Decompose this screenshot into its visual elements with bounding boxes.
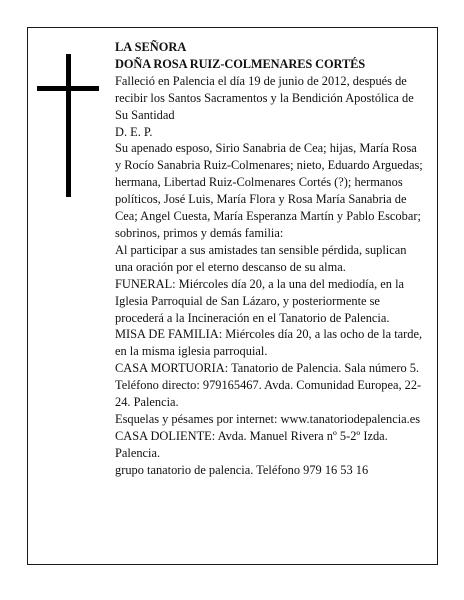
family-list: Su apenado esposo, Sirio Sanabria de Cea; hijas, María Rosa y Rocío Sanabria Ruiz-Colmenares; nieto, Eduardo Arguedas; hermana, Libertad Ruiz-Colmenares Cortés (?); hermanos políticos, José Luis, María Flora y Rosa María Sanabria de Cea; Angel Cuesta, María Esperanza Martín y Pablo Escobar; sobrinos, primos y demás familia: <box>115 141 423 240</box>
cross-vertical-bar <box>66 54 71 197</box>
funeral-home-contact: grupo tanatorio de palencia. Teléfono 979 16 53 16 <box>115 462 369 477</box>
condolences-info: Esquelas y pésames por internet: www.tanatoriodepalencia.es <box>115 411 421 426</box>
death-notice: Falleció en Palencia el día 19 de junio de 2012, después de recibir los Santos Sacramentos y la Bendición Apostólica de Su Santidad <box>115 73 414 122</box>
mortuary-info: CASA MORTUORIA: Tanatorio de Palencia. Sala número 5. Teléfono directo: 979165467. Avda. Comunidad Europea, 22-24. Palencia. <box>115 361 422 410</box>
funeral-info: FUNERAL: Miércoles día 20, a la una del mediodía, en la Iglesia Parroquial de San Lázaro, y posteriormente se procederá a la Incineración en el Tanatorio de Palencia. <box>115 276 405 325</box>
family-home-info: CASA DOLIENTE: Avda. Manuel Rivera nº 5-2º Izda. Palencia. <box>115 428 388 460</box>
dep-line: D. E. P. <box>115 124 153 139</box>
obituary-text <box>115 39 425 479</box>
prayer-request: Al participar a sus amistades tan sensible pérdida, suplican una oración por el eterno descanso de su alma. <box>115 242 407 274</box>
family-mass-info: MISA DE FAMILIA: Miércoles día 20, a las ocho de la tarde, en la misma iglesia parroquial. <box>115 327 423 359</box>
obituary-heading: LA SEÑORA <box>115 40 187 54</box>
deceased-name: DOÑA ROSA RUIZ-COLMENARES CORTÉS <box>115 56 366 71</box>
cross-horizontal-bar <box>37 86 99 91</box>
